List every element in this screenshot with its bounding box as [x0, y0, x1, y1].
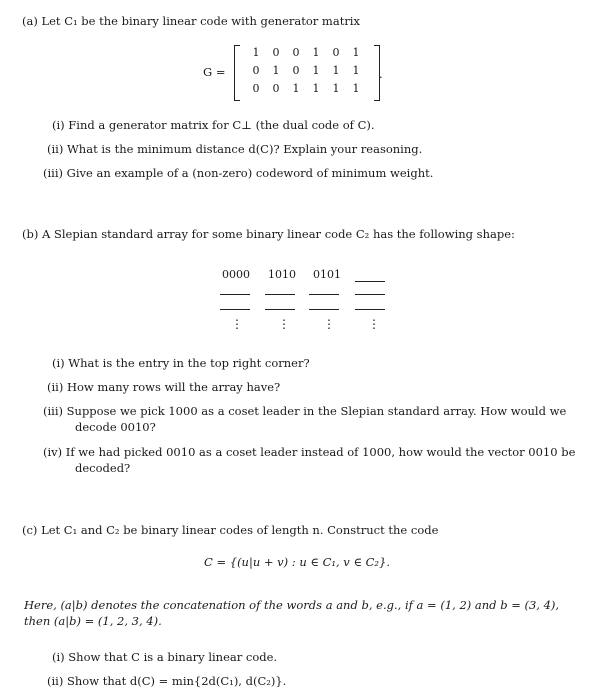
array-blank	[309, 309, 339, 310]
matrix-cell: 0	[252, 64, 260, 77]
matrix-period: .	[379, 67, 383, 81]
array-entry-1: 0000	[222, 268, 250, 281]
part-c-formula: C = {(u|u + v) : u ∈ C₁, v ∈ C₂}.	[204, 555, 391, 569]
matrix-cell: 1	[292, 82, 300, 95]
matrix-cell: 1	[312, 82, 320, 95]
array-vdots: ⋮	[278, 317, 290, 331]
part-b-item-ii: (ii) How many rows will the array have?	[47, 380, 281, 394]
matrix-cell: 1	[332, 82, 340, 95]
part-c-note: Here, (a|b) denotes the concatenation of the words a and b, e.g., if a = (1, 2) and b = (3, 4), then (a|b) = (1, 2, 3, 4).	[24, 598, 560, 628]
matrix-cell: 0	[292, 64, 300, 77]
part-b-item-iv: (iv) If we had picked 0010 as a coset leader instead of 1000, how would the vector 0010 be decoded?	[43, 445, 576, 475]
part-c-intro: (c) Let C₁ and C₂ be binary linear codes of length n. Construct the code	[22, 523, 439, 537]
array-blank	[220, 309, 250, 310]
array-blank	[220, 294, 250, 295]
array-blank-top-right	[355, 281, 385, 282]
array-vdots: ⋮	[323, 317, 335, 331]
matrix-cell: 1	[312, 64, 320, 77]
array-entry-3: 0101	[313, 268, 341, 281]
matrix-cell: 1	[352, 64, 360, 77]
matrix-cell: 1	[312, 46, 320, 59]
part-c-item-i: (i) Show that C is a binary linear code.	[52, 650, 278, 664]
part-a-item-i: (i) Find a generator matrix for C⊥ (the dual code of C).	[52, 118, 375, 132]
matrix-label: G =	[203, 65, 226, 79]
matrix-left-bracket	[234, 45, 240, 101]
part-b-intro: (b) A Slepian standard array for some binary linear code C₂ has the following shape:	[22, 227, 515, 241]
matrix-cell: 1	[352, 82, 360, 95]
part-c-item-ii: (ii) Show that d(C) = min{2d(C₁), d(C₂)}.	[47, 674, 287, 688]
part-a-item-iii: (iii) Give an example of a (non-zero) codeword of minimum weight.	[43, 166, 434, 180]
array-blank	[355, 294, 385, 295]
array-blank	[309, 294, 339, 295]
part-b-item-iii: (iii) Suppose we pick 1000 as a coset leader in the Slepian standard array. How would we decode 0010?	[43, 404, 567, 434]
array-vdots: ⋮	[231, 317, 243, 331]
array-vdots: ⋮	[368, 317, 380, 331]
matrix-cell: 0	[252, 82, 260, 95]
part-a-item-ii: (ii) What is the minimum distance d(C)? Explain your reasoning.	[47, 142, 423, 156]
matrix-cell: 0	[332, 46, 340, 59]
array-blank	[355, 309, 385, 310]
part-a-intro: (a) Let C₁ be the binary linear code with generator matrix	[22, 14, 360, 28]
matrix-cell: 0	[292, 46, 300, 59]
array-blank	[265, 294, 295, 295]
matrix-cell: 1	[252, 46, 260, 59]
part-b-item-i: (i) What is the entry in the top right corner?	[52, 356, 310, 370]
array-entry-2: 1010	[268, 268, 296, 281]
matrix-row-1	[246, 46, 366, 64]
matrix-cell: 1	[352, 46, 360, 59]
matrix-row-3	[246, 82, 366, 100]
array-blank	[265, 309, 295, 310]
matrix-cell: 1	[332, 64, 340, 77]
matrix-cell: 1	[272, 64, 280, 77]
matrix-cell: 0	[272, 46, 280, 59]
matrix-cell: 0	[272, 82, 280, 95]
matrix-row-2	[246, 64, 366, 82]
